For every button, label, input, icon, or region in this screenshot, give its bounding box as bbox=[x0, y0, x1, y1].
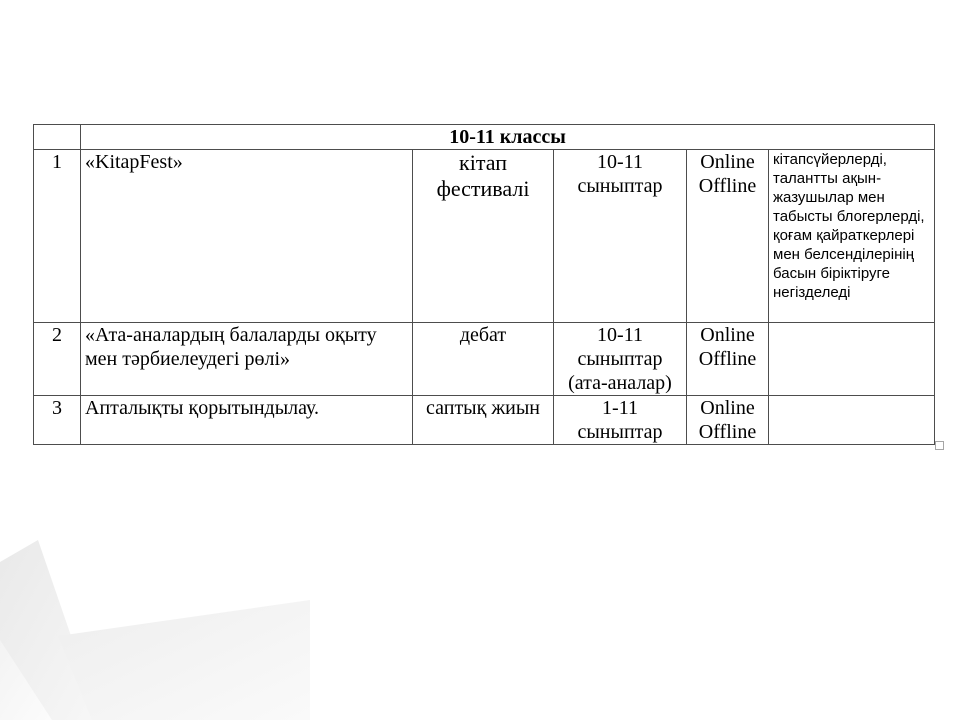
event-mode: Online Offline bbox=[687, 396, 769, 445]
table-row bbox=[34, 396, 935, 445]
event-name: «KitapFest» bbox=[81, 150, 413, 323]
event-participants: 10-11 сыныптар (ата-аналар) bbox=[554, 323, 687, 396]
event-mode: Online Offline bbox=[687, 150, 769, 323]
events-table bbox=[33, 124, 935, 445]
row-number: 2 bbox=[34, 323, 81, 396]
event-name: Апталықты қорытындылау. bbox=[81, 396, 413, 445]
event-participants: 10-11 сыныптар bbox=[554, 150, 687, 323]
empty-cell bbox=[769, 323, 935, 396]
event-mode: Online Offline bbox=[687, 323, 769, 396]
event-format: кітап фестивалі bbox=[413, 150, 554, 323]
event-format: саптық жиын bbox=[413, 396, 554, 445]
table-header-title: 10-11 классы bbox=[81, 125, 935, 150]
event-description: кітапсүйерлерді, талантты ақын-жазушылар мен табысты блогерлерді, қоғам қайраткерлері мен белсенділерінің басын біріктіруге негізделеді bbox=[769, 150, 935, 323]
table-row bbox=[34, 150, 935, 323]
empty-cell bbox=[34, 125, 81, 150]
row-number: 3 bbox=[34, 396, 81, 445]
row-number: 1 bbox=[34, 150, 81, 323]
event-name: «Ата-аналардың балаларды оқыту мен тәрбиелеудегі рөлі» bbox=[81, 323, 413, 396]
event-format: дебат bbox=[413, 323, 554, 396]
table-header-row bbox=[34, 125, 935, 150]
event-participants: 1-11 сыныптар bbox=[554, 396, 687, 445]
table-resize-handle[interactable] bbox=[935, 441, 944, 450]
decoration-shape-panel bbox=[58, 600, 310, 720]
empty-cell bbox=[769, 396, 935, 445]
table-row bbox=[34, 323, 935, 396]
